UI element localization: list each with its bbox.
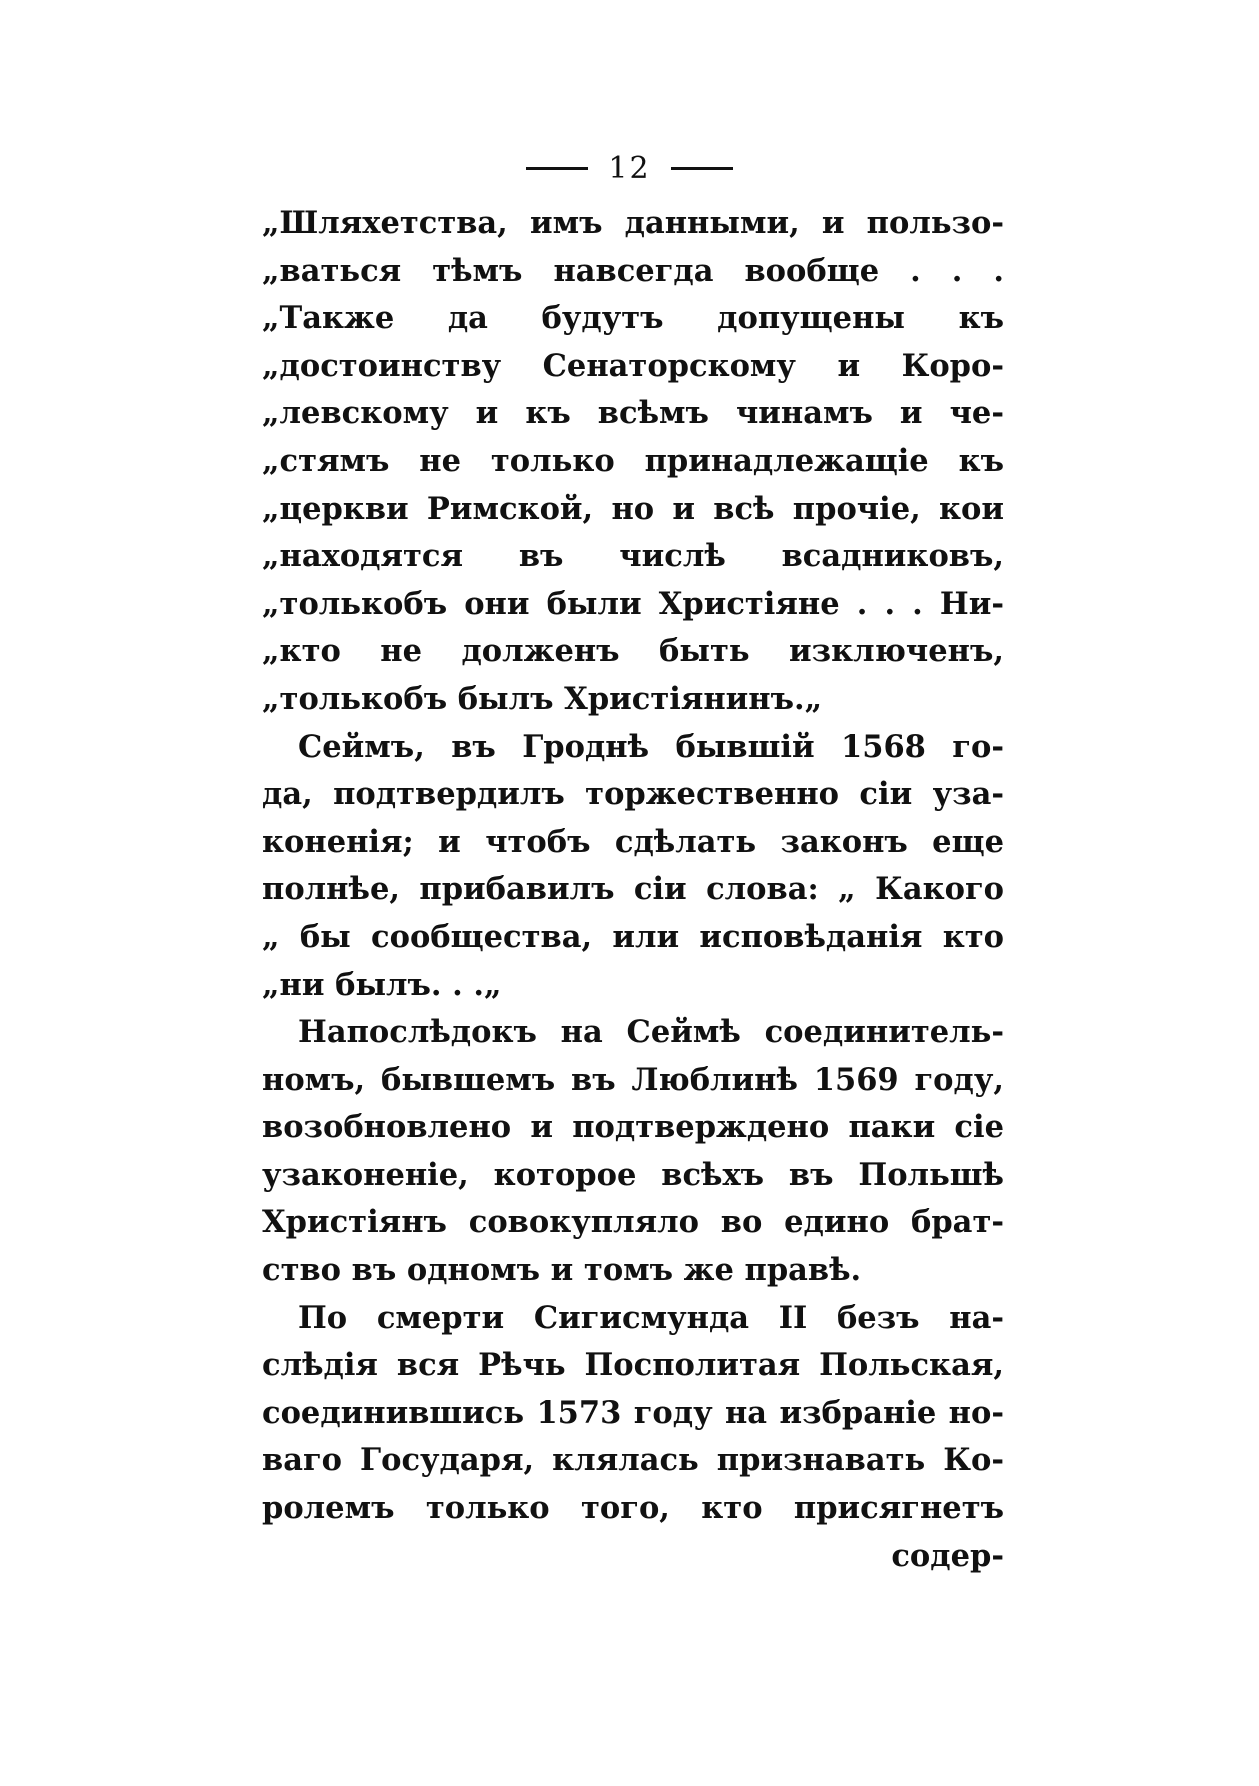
text-line: да, подтвердилъ торжественно сіи узa- — [262, 776, 1004, 813]
text-line: коненія; и чтобъ сдѣлать законъ еще — [262, 823, 1004, 860]
text-line: Напослѣдокъ на Сеймѣ соединитель- — [298, 1014, 1004, 1051]
header-rule-left — [526, 167, 588, 170]
text-line: ролемъ только того, кто присягнетъ — [262, 1490, 1004, 1527]
text-line: номъ, бывшемъ въ Люблинѣ 1569 году, — [262, 1061, 1004, 1098]
text-line: „стямъ не только принадлежащіе къ — [262, 442, 1004, 479]
page-number: 12 — [608, 150, 651, 186]
text-line: „толькобъ они были Христіяне . . . Ни- — [262, 585, 1004, 622]
text-line: „ни былъ. . .„ — [262, 966, 502, 1003]
text-line: „Шляхетства, имъ данными, и пользо- — [262, 205, 1004, 241]
text-line: „Также да будутъ допущены къ — [262, 300, 1004, 337]
header-rule-right — [671, 167, 733, 170]
text-line: По смерти Сигисмунда II безъ на- — [298, 1299, 1004, 1336]
text-line: „ бы сообщества, или исповѣданія кто — [262, 918, 1004, 955]
page-header — [0, 148, 1259, 188]
text-line: „церкви Римской, но и всѣ прочіе, кои — [262, 490, 1004, 527]
text-line: „кто не долженъ быть изключенъ, — [262, 633, 1004, 670]
text-line: „толькобъ былъ Христіянинъ.„ — [262, 680, 823, 717]
text-line: возобновлено и подтверждено паки сіе — [262, 1109, 1004, 1146]
text-line: „достоинству Сенаторскому и Коро- — [262, 347, 1004, 384]
text-line: Христіянъ совокупляло во едино брат- — [262, 1204, 1004, 1241]
text-line: полнѣе, прибавилъ сіи слова: „ Какого — [262, 871, 1004, 908]
text-line: Сеймъ, въ Гроднѣ бывшій 1568 го- — [298, 728, 1004, 765]
text-line: „находятся въ числѣ всадниковъ, — [262, 538, 1004, 575]
text-line: узаконеніе, которое всѣхъ въ Польшѣ — [262, 1156, 1004, 1193]
text-line: „ваться тѣмъ навсегда вообще . . . — [262, 252, 1004, 289]
text-line: слѣдія вся Рѣчь Посполитая Польская, — [262, 1347, 1004, 1384]
text-line: ство въ одномъ и томъ же правѣ. — [262, 1252, 862, 1289]
body-text — [262, 200, 1004, 1580]
text-line: соединившись 1573 году на избраніе но- — [262, 1394, 1004, 1431]
text-line: „левскому и къ всѣмъ чинамъ и че- — [262, 395, 1004, 432]
catchword: содер- — [891, 1537, 1004, 1574]
text-line: ваго Государя, клялась признавать Ко- — [262, 1442, 1004, 1479]
